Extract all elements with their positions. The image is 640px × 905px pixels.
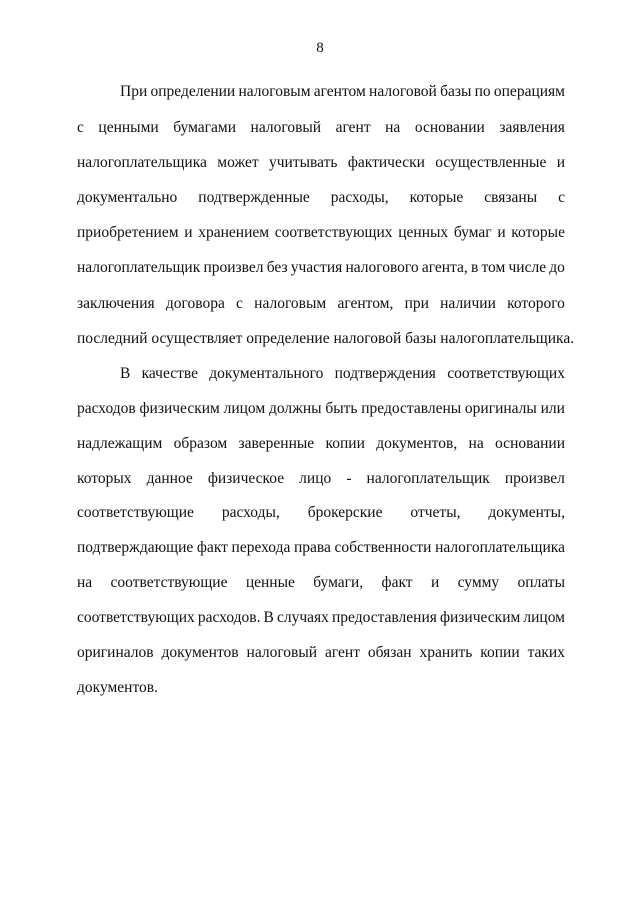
word: или [540,400,565,417]
word: налоговым [238,83,311,100]
paragraph-2-line-4 [77,469,565,489]
word: может [217,154,259,171]
paragraph-2-line-3 [77,434,565,454]
word: факт [196,539,228,556]
word: базы [440,83,472,100]
word: соответствующих [447,365,565,382]
word: сумму [457,574,500,591]
word: хранить [419,644,473,661]
word: лицом [223,400,266,417]
word: расходы, [330,189,389,206]
word: до [549,259,565,276]
word: осуществленные [435,154,547,171]
word: заключения [77,295,155,312]
word: подтверждения [334,365,436,382]
word: на [468,435,484,452]
word: на [77,574,93,591]
word: физическим [139,400,220,417]
word: соответствующих [274,224,393,241]
word: заверенные [238,435,315,452]
word: копии [480,644,520,661]
word: данное [146,470,193,487]
word: соответствующие [77,504,194,521]
word: и [497,224,506,241]
word: том [481,259,506,276]
word: документы, [488,504,565,521]
word: предоставлены [361,400,462,417]
paragraph-1-line-1 [120,82,565,102]
word: налогового [345,259,419,276]
word: должны [268,400,322,417]
word: агентом [313,83,366,100]
word: документов. [77,679,158,696]
word: на [385,119,401,136]
paragraph-1-line-8 [77,329,574,349]
word: физическое [207,470,285,487]
word: лицо [299,470,332,487]
word: лицом [523,609,565,626]
word: основании [495,435,565,452]
word: подтверждающие [77,539,194,556]
word: расходов. [197,609,261,626]
word: и [556,154,565,171]
word: ценных [398,224,449,241]
word: физическим [439,609,521,626]
paragraph-2-line-6 [77,538,565,558]
word: соответствующие [110,574,228,591]
word: качестве [141,365,199,382]
word: надлежащим [77,435,163,452]
word: учитывать [268,154,338,171]
word: которые [409,189,464,206]
word: с [236,295,243,312]
word: образом [173,435,228,452]
word: числе [508,259,547,276]
word: отчеты, [410,504,461,521]
word: - [346,470,352,487]
word: агента, [421,259,468,276]
word: основании [414,119,485,136]
word: случаях [276,609,329,626]
word: операциям [493,83,565,100]
paragraph-2-line-7 [77,573,565,593]
word: агент [325,644,360,661]
word: агент [335,119,371,136]
word: налогоплательщика [435,539,565,556]
word: по [474,83,491,100]
word: агентом, [337,295,394,312]
word: обязан [367,644,412,661]
paragraph-1-line-4 [77,188,565,208]
paragraph-2-line-2 [77,399,565,419]
paragraph-1-line-2 [77,118,565,138]
page-number: 8 [316,40,324,56]
word: бумагами [173,119,237,136]
paragraph-2-line-9 [77,643,565,663]
paragraph-2-line-10 [77,678,158,698]
word: договора [165,295,225,312]
word: бумаги, [313,574,364,591]
word: при [404,295,429,312]
word: копии [325,435,365,452]
word: брокерские [307,504,383,521]
word: документов, [376,435,458,452]
word: оплаты [517,574,565,591]
word: права [293,539,331,556]
word: быть [325,400,358,417]
word: связаны [484,189,538,206]
word: перехода [231,539,291,556]
paragraph-1-line-5 [77,223,565,243]
word: подтвержденные [198,189,310,206]
word: которые [511,224,565,241]
word: которого [507,295,565,312]
word: расходов [77,400,136,417]
word: которых [77,470,132,487]
word: При [120,83,148,100]
paragraph-1-line-3 [77,153,565,173]
paragraph-2-line-5 [77,503,565,523]
word: определении [150,83,236,100]
word: предоставления [331,609,437,626]
word: документально [77,189,178,206]
word: оригиналов [77,644,154,661]
word: и [184,224,193,241]
word: налогоплательщик [77,259,201,276]
word: в [470,259,479,276]
word: участия [290,259,343,276]
word: ценные [245,574,295,591]
word: с [77,119,84,136]
word: хранением [198,224,270,241]
word: факт [381,574,413,591]
word: бумаг [453,224,492,241]
word: последний осуществляет определение налоговой базы налогоплательщика. [77,330,575,347]
word: без [266,259,288,276]
paragraph-1-line-7 [77,294,565,314]
word: документального [209,365,324,382]
paragraph-1-line-6 [77,258,565,278]
paragraph-2-line-1 [120,364,565,384]
word: таких [527,644,565,661]
word: и [430,574,440,591]
word: собственности [334,539,432,556]
word: фактически [347,154,425,171]
word: расходы, [221,504,280,521]
word: налоговой [369,83,437,100]
word: налогоплательщика [77,154,207,171]
paragraph-2-line-8 [77,608,565,628]
word: В [120,365,131,382]
word: налогоплательщик [366,470,490,487]
word: произвел [203,259,264,276]
word: заявления [499,119,565,136]
word: документов [161,644,239,661]
word: с [558,189,565,206]
word: налоговым [254,295,327,312]
word: оригиналы [464,400,537,417]
word: наличии [440,295,496,312]
word: В [263,609,274,626]
word: налоговый [246,644,318,661]
word: ценными [98,119,159,136]
word: произвел [504,470,565,487]
word: соответствующих [77,609,195,626]
word: приобретением [77,224,179,241]
word: налоговый [250,119,322,136]
